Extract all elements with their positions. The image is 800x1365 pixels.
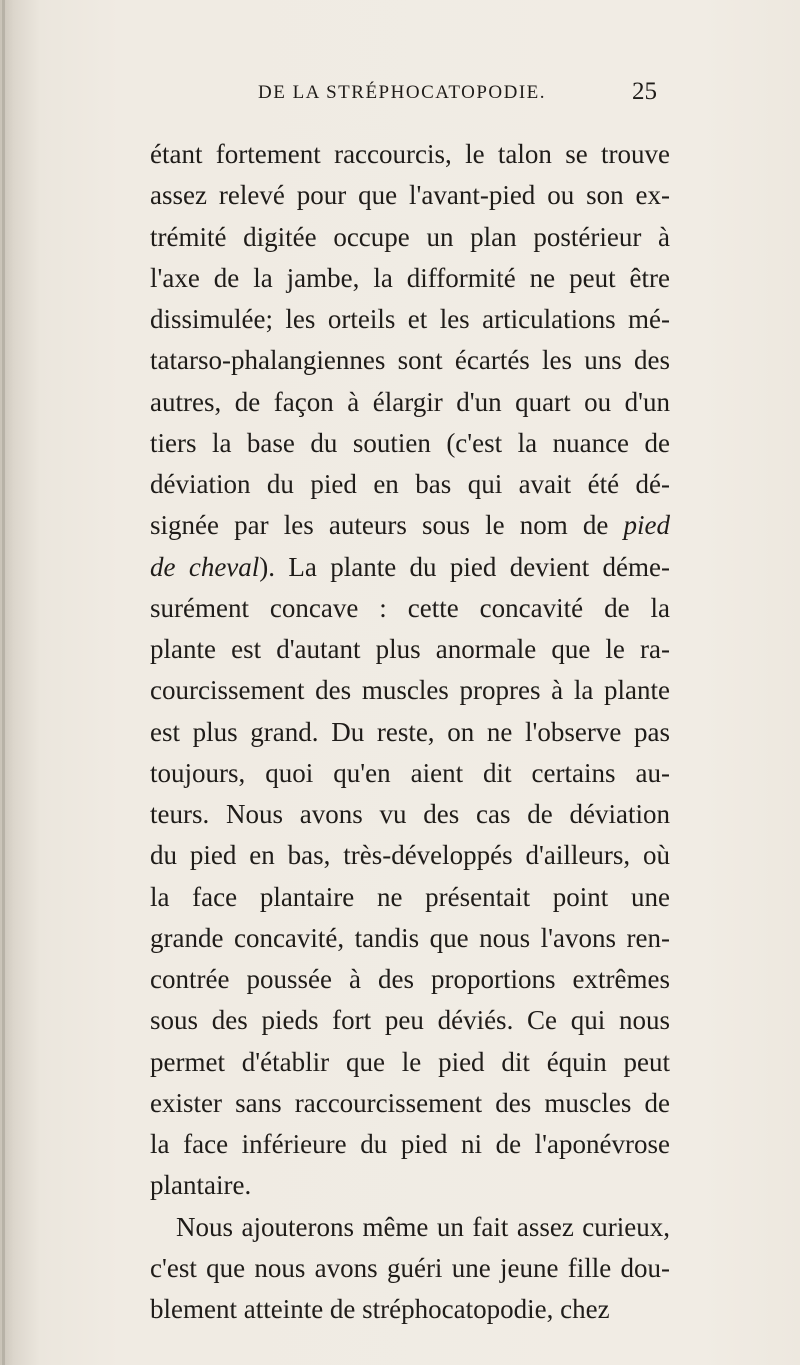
text-line: courcissement des muscles propres à la plante [150,675,670,706]
text-line [150,547,670,588]
text-line: l'axe de la jambe, la difformité ne peut être [150,262,670,293]
text-line: blement atteinte de stréphocatopodie, chez [150,1294,610,1324]
text-line: tatarso-phalangiennes sont écartés les uns des [150,345,670,376]
text-line [150,505,670,546]
text-line: du pied en bas, très-développés d'ailleurs, où [150,840,670,871]
text-line: exister sans raccourcissement des muscles de [150,1087,670,1118]
text-run: signée par les auteurs sous le nom de [150,510,624,541]
italic-term: pied [623,510,670,541]
text-line: dissimulée; les orteils et les articulations mé- [150,304,670,334]
text-line: c'est que nous avons guéri une jeune fille dou- [150,1252,670,1283]
text-line: teurs. Nous avons vu des cas de déviation [150,799,670,829]
text-line: grande concavité, tandis que nous l'avons ren- [150,922,670,953]
text-line: toujours, quoi qu'en aient dit certains au- [150,757,670,788]
text-line: assez relevé pour que l'avant-pied ou son ex- [150,180,670,211]
text-line: permet d'établir que le pied dit équin peut [150,1046,670,1077]
text-line: déviation du pied en bas qui avait été dé- [150,469,670,499]
page-gutter [2,0,5,1365]
text-line: trémité digitée occupe un plan postérieur à [150,221,670,252]
running-head: DE LA STRÉPHOCATOPODIE. [258,82,547,103]
text-run: ). La plante du pied devient déme- [259,551,671,582]
text-line: tiers la base du soutien (c'est la nuance de [150,427,670,458]
page-number: 25 [632,78,657,105]
text-line: étant fortement raccourcis, le talon se trouve [150,139,670,169]
text-line: autres, de façon à élargir d'un quart ou d'un [150,386,670,417]
text-line: sous des pieds fort peu déviés. Ce qui nous [150,1005,670,1036]
text-line: plantaire. [150,1170,252,1201]
body-text [150,134,670,1330]
text-line: la face inférieure du pied ni de l'aponévrose [150,1129,670,1159]
text-line: surément concave : cette concavité de la [150,592,670,623]
text-line: contrée poussée à des proportions extrêmes [150,964,670,994]
text-line: est plus grand. Du reste, on ne l'observe pas [150,716,670,747]
text-line: la face plantaire ne présentait point une [150,881,670,912]
text-line: plante est d'autant plus anormale que le ra- [150,634,670,664]
page-header [0,78,800,112]
text-line: Nous ajouterons même un fait assez curieux, [176,1211,670,1242]
italic-term: de cheval [150,551,260,582]
